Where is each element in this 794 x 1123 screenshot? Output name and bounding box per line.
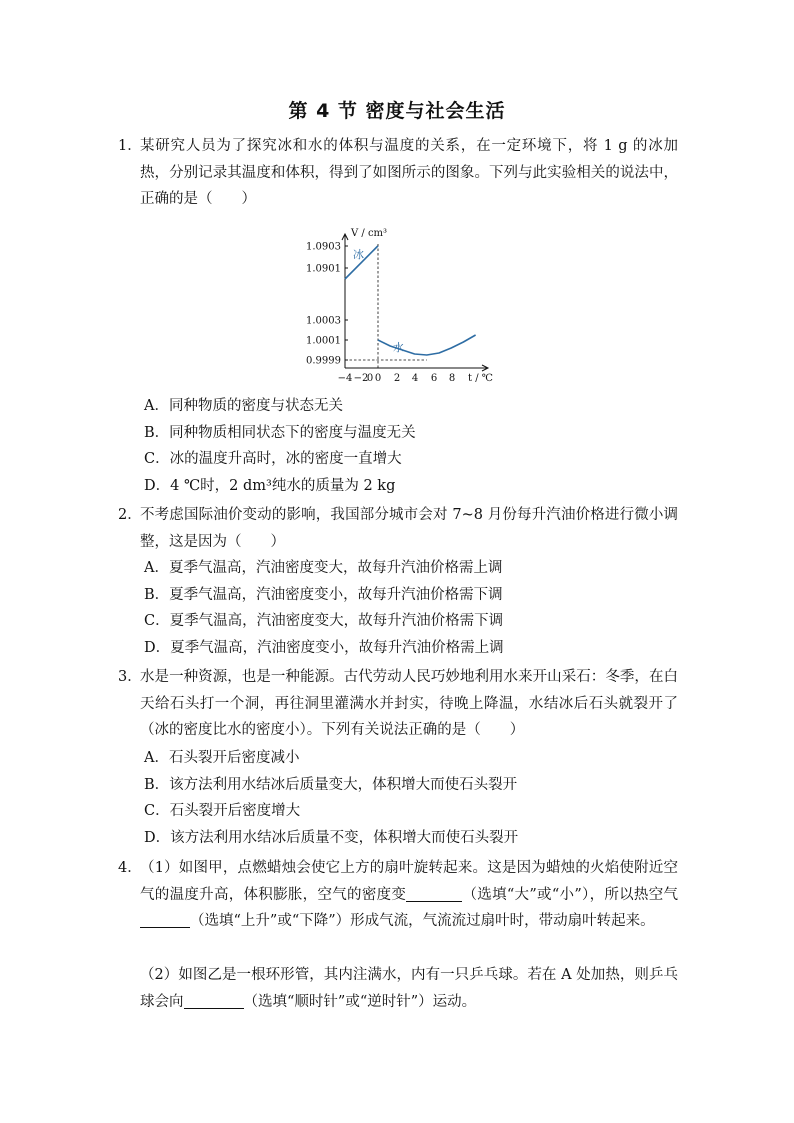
x-tick-label: 6 — [430, 373, 438, 384]
question-number: 4． — [118, 860, 142, 876]
question-3-options — [144, 745, 518, 851]
option-text: C．石头裂开后密度增大 — [144, 803, 301, 819]
option-c[interactable] — [144, 798, 518, 825]
chart-guides — [345, 244, 427, 368]
option-a[interactable] — [144, 555, 504, 582]
answer-blank-density[interactable] — [406, 885, 462, 902]
section-title: 第 4 节 密度与社会生活 — [288, 100, 506, 122]
option-a[interactable] — [144, 745, 518, 772]
question-3 — [118, 664, 678, 744]
option-a[interactable] — [144, 393, 416, 420]
chart-series — [345, 246, 476, 355]
question-text: 水是一种资源，也是一种能源。古代劳动人民巧妙地利用水来开山采石：冬季，在白天给石头打一个洞，再往洞里灌满水并封实，待晚上降温，水结冰后石头就裂开了（冰的密度比水的密度小）。下列有关说法正确的是（ ） — [140, 669, 678, 738]
part1-text-c: （选填“上升”或“下降”）形成气流，气流流过扇叶时，带动扇叶转起来。 — [190, 913, 655, 929]
option-text: C．夏季气温高，汽油密度变大，故每升汽油价格需下调 — [144, 613, 504, 629]
question-4 — [118, 855, 678, 935]
x-tick-label: −4 — [337, 373, 353, 384]
answer-blank-air-direction[interactable] — [140, 911, 190, 928]
y-tick-label: 1.0003 — [306, 315, 341, 327]
question-2 — [118, 502, 678, 555]
x-tick-label: 2 — [393, 373, 401, 384]
x-tick-label: 0 — [374, 373, 382, 384]
option-text: B．夏季气温高，汽油密度变小，故每升汽油价格需下调 — [144, 586, 503, 603]
water-series-label: 水 — [393, 341, 404, 354]
x-tick-label: 4 — [411, 373, 419, 384]
question-number: 1． — [118, 138, 142, 154]
option-b[interactable] — [144, 582, 504, 609]
y-tick-label: 1.0903 — [306, 241, 341, 253]
y-axis-title: V / cm³ — [351, 228, 388, 239]
volume-temperature-chart — [300, 220, 500, 390]
question-1-options — [144, 393, 416, 499]
ice-series-label: 冰 — [353, 248, 364, 261]
x-tick-label: −2 — [353, 373, 369, 384]
option-b[interactable] — [144, 420, 416, 447]
option-d[interactable] — [144, 473, 416, 500]
option-c[interactable] — [144, 608, 504, 635]
option-text: D．夏季气温高，汽油密度变小，故每升汽油价格需上调 — [144, 639, 504, 656]
x-tick-label: 8 — [448, 373, 456, 384]
part2-text-b: （选填“顺时针”或“逆时针”）运动。 — [243, 993, 477, 1010]
option-text: D．该方法利用水结冰后质量不变，体积增大而使石头裂开 — [144, 829, 519, 846]
question-4-part-2 — [118, 962, 678, 1015]
question-text: 不考虑国际油价变动的影响，我国部分城市会对 7~8 月份每升汽油价格进行微小调整，这是因为（ ） — [140, 507, 678, 550]
option-text: B．该方法利用水结冰后质量变大，体积增大而使石头裂开 — [144, 776, 518, 793]
question-number: 3． — [118, 669, 142, 685]
x-tick-label: 0 — [366, 373, 374, 384]
question-number: 2． — [118, 507, 142, 523]
answer-blank-rotation[interactable] — [184, 992, 244, 1009]
option-d[interactable] — [144, 635, 504, 662]
option-b[interactable] — [144, 772, 518, 799]
y-tick-label: 1.0901 — [306, 263, 341, 275]
option-text: A．同种物质的密度与状态无关 — [144, 398, 343, 414]
question-text — [140, 855, 678, 935]
option-text: D．4 ℃时，2 dm³纯水的质量为 2 kg — [144, 477, 396, 494]
option-text: A．石头裂开后密度减小 — [144, 750, 300, 766]
question-1 — [118, 133, 678, 213]
part2-text-a: （2）如图乙是一根环形管，其内注满水，内有一只乒乓球。若在 A 处加热，则乒乓球会向 — [140, 967, 678, 1010]
option-text: C．冰的温度升高时，冰的密度一直增大 — [144, 451, 402, 467]
option-text: B．同种物质相同状态下的密度与温度无关 — [144, 424, 416, 441]
option-text: A．夏季气温高，汽油密度变大，故每升汽油价格需上调 — [144, 560, 503, 576]
question-text: 某研究人员为了探究冰和水的体积与温度的关系，在一定环境下，将 1 g 的冰加热，分别记录其温度和体积，得到了如图所示的图象。下列与此实验相关的说法中，正确的是（ ） — [140, 138, 678, 207]
question-text — [140, 962, 678, 1015]
y-tick-label: 1.0001 — [306, 335, 341, 347]
question-2-options — [144, 555, 504, 661]
y-tick-label: 0.9999 — [306, 355, 341, 367]
part1-text-b: （选填“大”或“小”），所以热空气 — [462, 886, 679, 903]
option-d[interactable] — [144, 825, 518, 852]
chart-labels — [306, 228, 493, 384]
option-c[interactable] — [144, 446, 416, 473]
x-axis-title: t / ℃ — [468, 373, 493, 384]
part1-text-a: （1）如图甲，点燃蜡烛会使它上方的扇叶旋转起来。这是因为蜡烛的火焰使附近空气的温度升高，体积膨胀，空气的密度变 — [140, 860, 678, 903]
